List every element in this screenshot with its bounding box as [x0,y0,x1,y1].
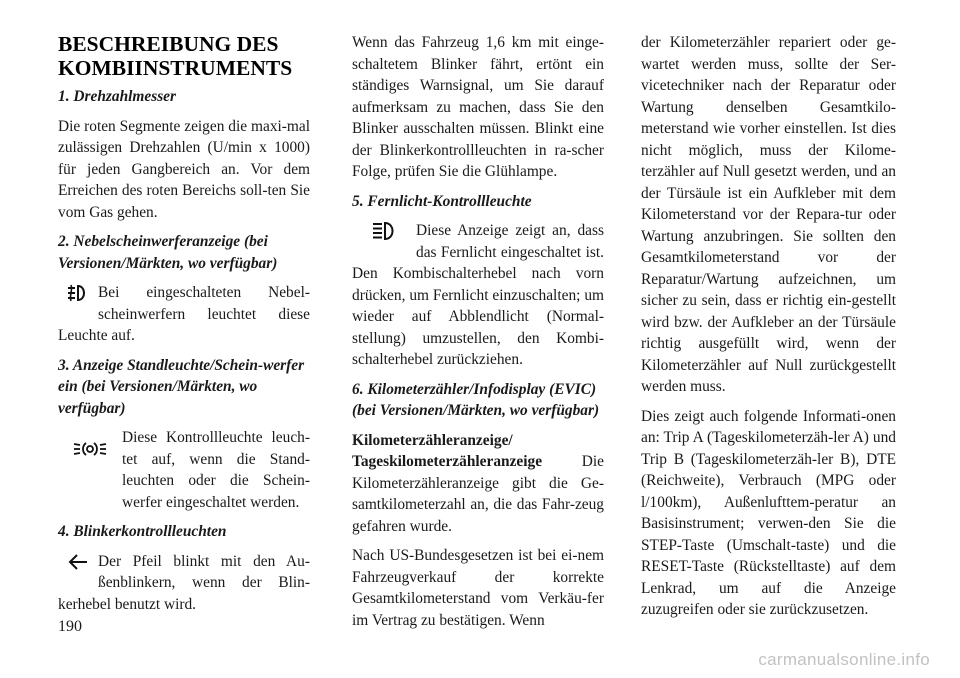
odometer-lead: Kilometerzähleranzeige/ Tageskilometerzähleranzeige [352,431,543,470]
page-number: 190 [58,618,82,635]
heading-odometer: 6. Kilometerzähler/Infodisplay (EVIC) (bei Versionen/Märkten, wo verfügbar) [352,380,600,419]
paragraph-us-law: Nach US-Bundesgesetzen ist bei ei-nem Fahrzeugverkauf der korrekte Gesamtkilometerstand vom Verkäu-fer im Vertrag zu bestätigen. Wenn [352,547,604,629]
heading-fog-light: 2. Nebelscheinwerferanzeige (bei Versionen/Märkten, wo verfügbar) [58,233,278,272]
heading-tachometer: 1. Drehzahlmesser [58,88,177,105]
turn-signal-arrow-icon [58,551,98,573]
section-title: BESCHREIBUNG DES KOMBIINSTRUMENTS [58,32,293,80]
paragraph-position-light: Diese Kontrollleuchte leuch-tet auf, wenn die Stand-leuchten oder die Schein-werfer eingeschaltet werden. [58,427,310,513]
position-light-icon [58,427,122,471]
heading-position-light: 3. Anzeige Standleuchte/Schein-werfer ein (bei Versionen/Märkten, wo verfügbar) [58,356,305,417]
paragraph-turn-warning: Wenn das Fahrzeug 1,6 km mit einge-schaltetem Blinker fährt, ertönt ein ständiges Warnsignal, um Sie darauf aufmerksam zu machen, dass Sie den Blinker ausschalten müssen. Blinkt eine der Blinkerkontrollleuchten in ra-scher Folge, prüfen Sie die Glühlampe. [352,34,604,180]
column-1 [58,32,310,623]
paragraph-high-beam: Diese Anzeige zeigt an, dass das Fernlicht eingeschaltet ist. Den Kombischalterhebel nach vorn drücken, um Fernlicht einzuschalten; um wieder auf Abblendlicht (Normal-stellung) umzustellen, den Kombi-schalterhebel zurückziehen. [352,222,604,368]
high-beam-icon [352,220,416,242]
column-2 [352,32,604,639]
paragraph-tachometer: Die roten Segmente zeigen die maxi-mal zulässigen Drehzahlen (U/min x 1000) für jeden Gangbereich an. Vor dem Erreichen des roten Bereichs soll-ten Sie vom Gas gehen. [58,117,310,221]
heading-turn-signal: 4. Blinkerkontrollleuchten [58,523,227,540]
column-3 [641,32,896,629]
watermark: carmanualsonline.info [758,650,930,669]
paragraph-odometer-repair: der Kilometerzähler repariert oder ge-wartet werden muss, sollte der Ser-vicetechniker nach der Reparatur oder Wartung denselben Gesamtkilo-meterstand wie vorher einstellen. Ist dies nicht möglich, muss der Kilome-terzähler auf Null gesetzt werden, und an der Türsäule ist ein Aufkleber mit dem Kilometerstand vor der Repara-tur oder Wartung anzubringen. Sie sollten den Gesamtkilometerstand vor der Reparatur/Wartung aufzeichnen, um sicher zu sein, dass er richtig ein-gestellt wird bzw. der Aufkleber an der Türsäule richtig ausgefüllt wird, wenn der Kilometerzähler auf Null zurückgestellt werden muss. [641,34,896,395]
paragraph-fog-light: Bei eingeschalteten Nebel-scheinwerfern leuchtet diese Leuchte auf. [58,284,310,344]
paragraph-evic-info: Dies zeigt auch folgende Informati-onen an: Trip A (Tageskilometerzäh-ler A) und Trip B (Tageskilometerzäh-ler B), DTE (Reichweite), Verbrauch (MPG oder l/100km), Außenlufttem-peratur an Basisinstrument; verwen-den Sie die STEP-Taste (Umschalt-taste) und die RESET-Taste (Rückstelltaste) auf dem Lenkrad, um auf die Anzeige zuzugreifen oder sie zurückzusetzen. [641,407,896,618]
fog-light-icon [58,282,98,304]
heading-high-beam: 5. Fernlicht-Kontrollleuchte [352,192,532,210]
paragraph-turn-signal: Der Pfeil blinkt mit den Au-ßenblinkern, wenn der Blin-kerhebel benutzt wird. [58,552,310,613]
paragraph-odometer: Kilometerzähleranzeige/ Tageskilometerzähleranzeige Die Kilometerzähleranzeige gibt die Ge-samtkilometerzahl an, die das Fahr-zeug gefahren wurde. [352,431,604,535]
